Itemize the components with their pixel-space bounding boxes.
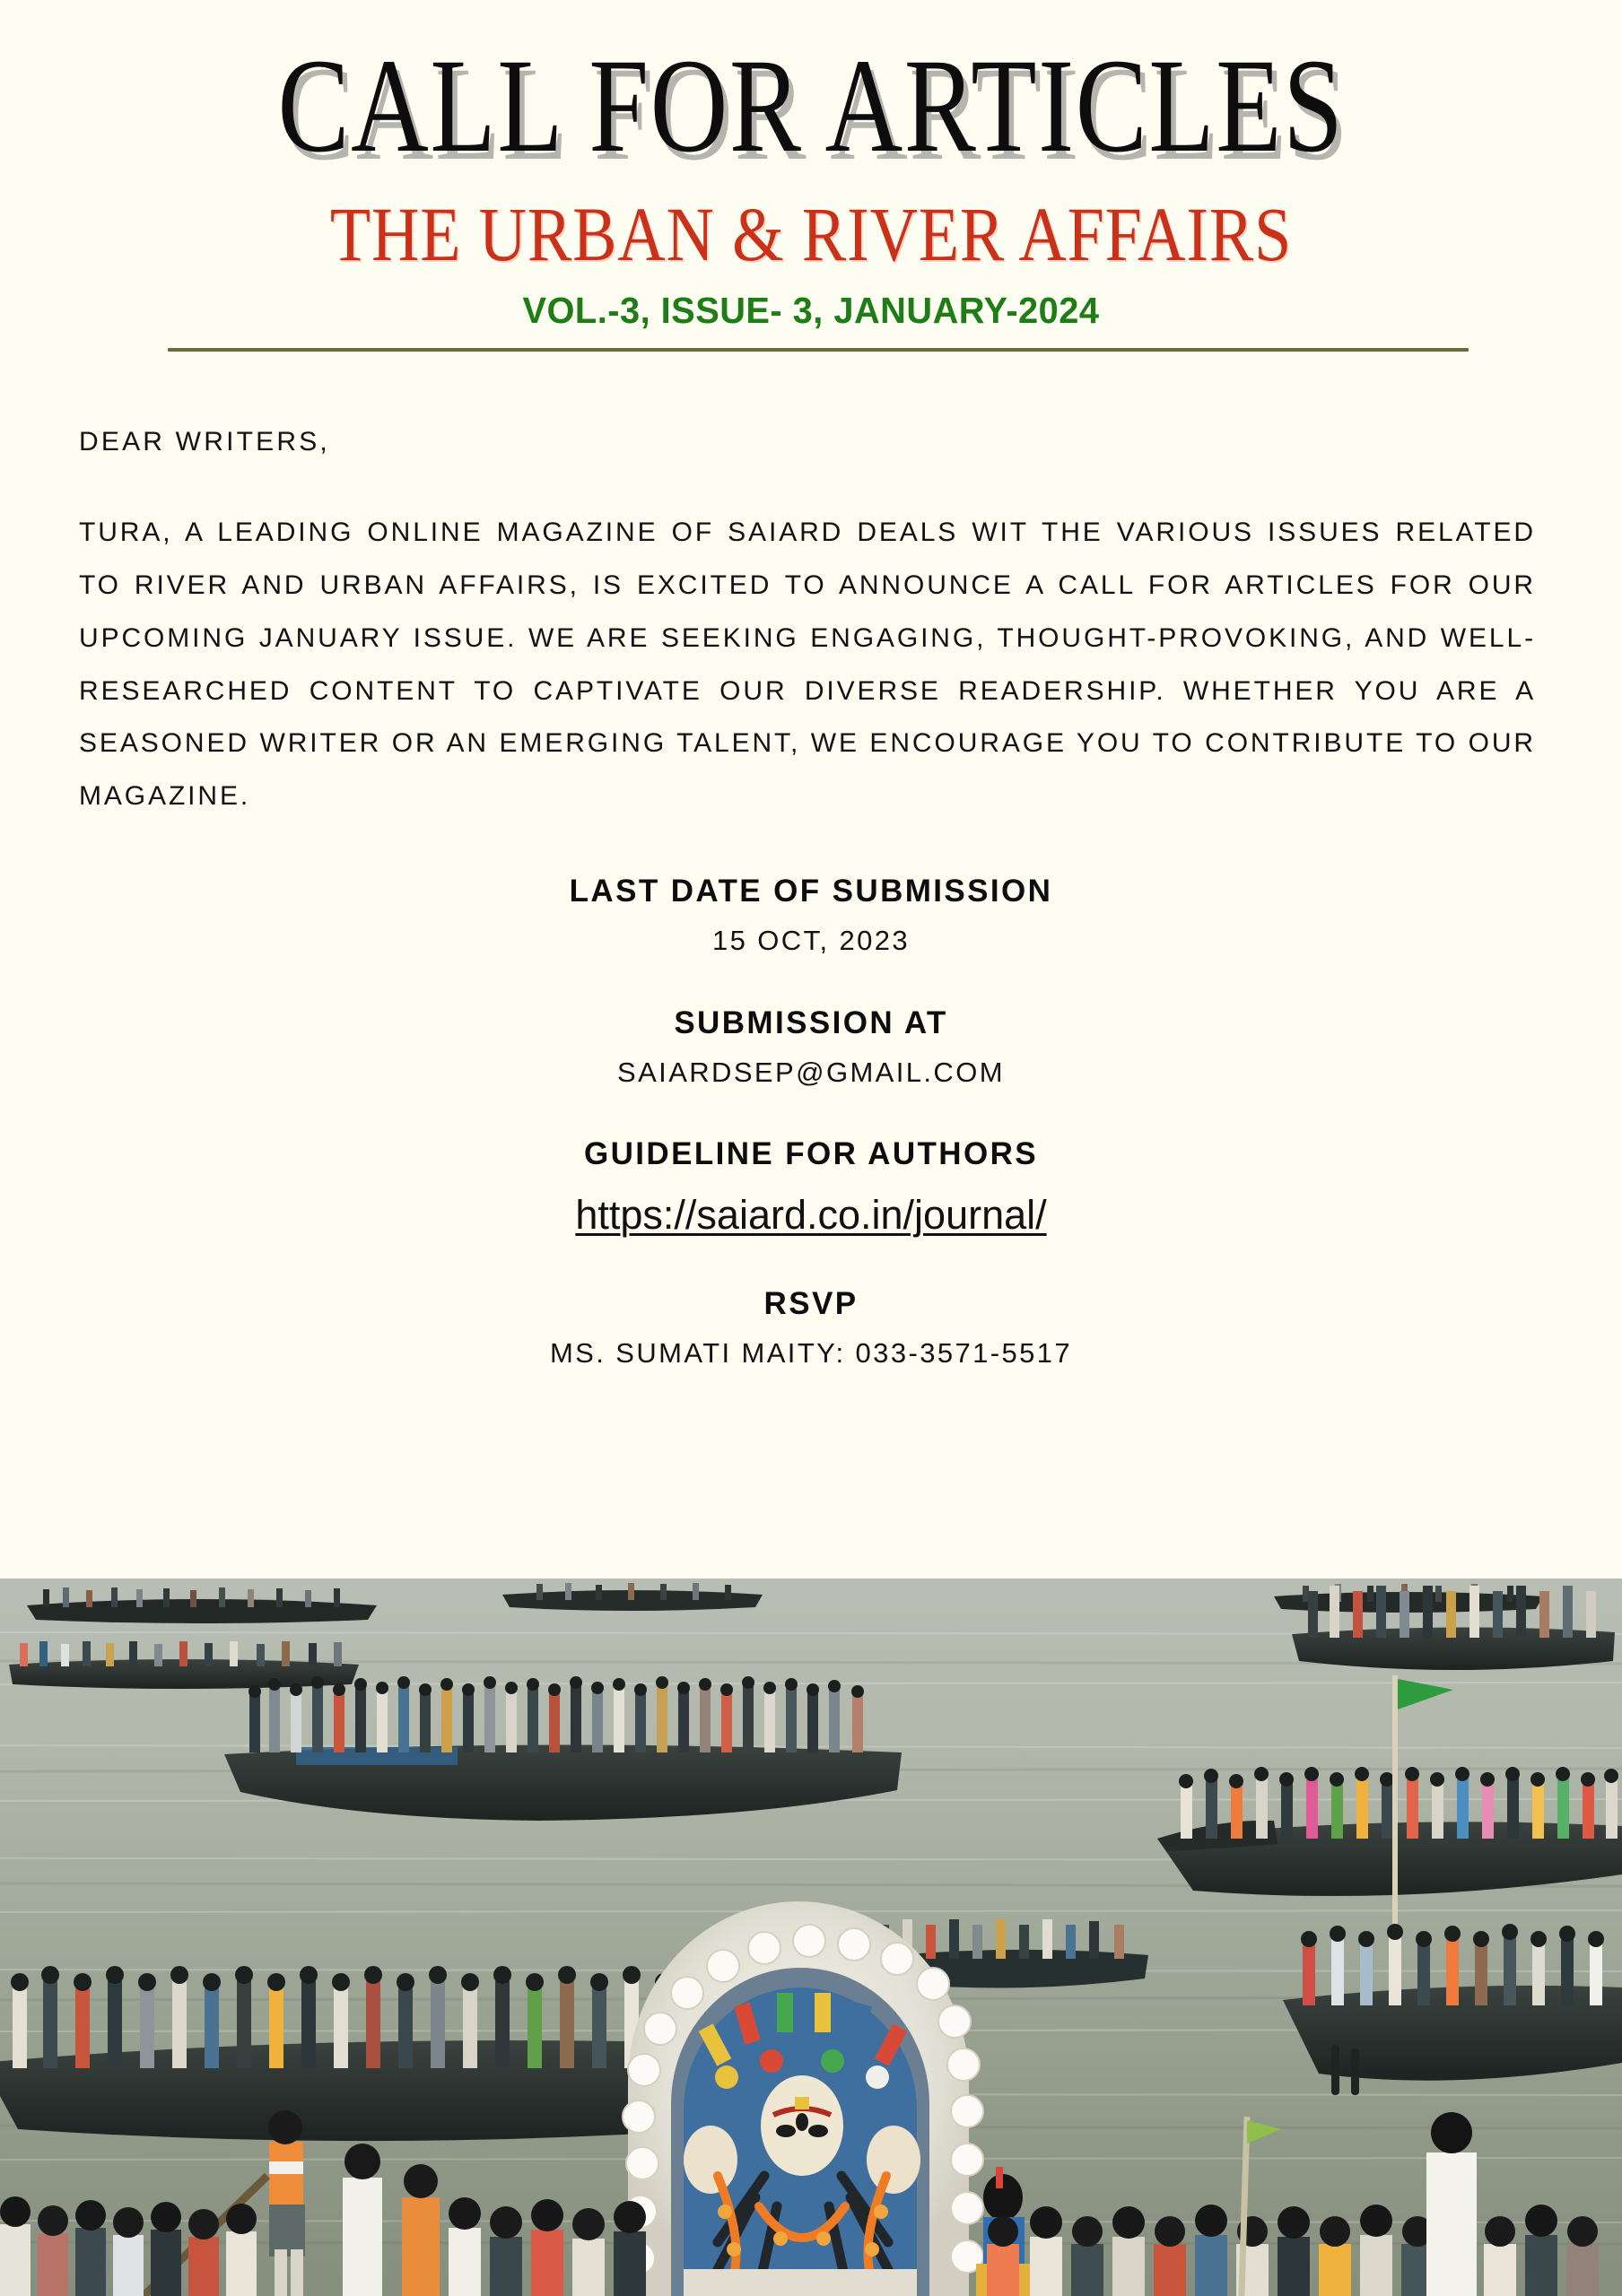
deadline-value: 15 OCT, 2023: [711, 925, 911, 957]
header-divider: [168, 348, 1469, 352]
rsvp-group: [0, 1283, 1622, 1373]
deadline-heading: LAST DATE OF SUBMISSION: [569, 874, 1053, 909]
submission-heading: SUBMISSION AT: [674, 1004, 948, 1040]
magazine-title: THE URBAN & RIVER AFFAIRS: [329, 190, 1293, 277]
rsvp-contact-value: MS. SUMATI MAITY: 033-3571-5517: [549, 1337, 1073, 1370]
submission-email-group: [0, 1002, 1622, 1092]
page-title: CALL FOR ARTICLES: [277, 31, 1345, 180]
deadline-group: [0, 870, 1622, 961]
guideline-url-link[interactable]: https://saiard.co.in/journal/: [575, 1191, 1047, 1238]
river-procession-photo: [0, 1578, 1622, 2296]
submission-email-value[interactable]: SAIARDSEP@GMAIL.COM: [617, 1056, 1005, 1088]
submission-details: [0, 870, 1622, 1373]
call-for-articles-paragraph: TURA, A LEADING ONLINE MAGAZINE OF SAIARD DEALS WIT THE VARIOUS ISSUES RELATED TO RIVER AND URBAN AFFAIRS, IS EXCITED TO ANNOUNCE A CALL FOR ARTICLES FOR OUR UPCOMING JANUARY ISSUE. WE ARE SEEKING ENGAGING, THOUGHT-PROVOKING, AND WELL-RESEARCHED CONTENT TO CAPTIVATE OUR DIVERSE READERSHIP. WHETHER YOU ARE A SEASONED WRITER OR AN EMERGING TALENT, WE ENCOURAGE YOU TO CONTRIBUTE TO OUR MAGAZINE.: [79, 517, 1536, 812]
rsvp-heading: RSVP: [763, 1285, 859, 1321]
volume-issue-line: VOL.-3, ISSUE- 3, JANUARY-2024: [522, 290, 1100, 332]
photo-illustration: [0, 1578, 1622, 2296]
guideline-group: [0, 1133, 1622, 1241]
guideline-heading: GUIDELINE FOR AUTHORS: [583, 1136, 1039, 1172]
poster-header: [0, 0, 1622, 352]
body-copy-block: [79, 422, 1536, 823]
salutation-text: DEAR WRITERS,: [79, 427, 330, 457]
